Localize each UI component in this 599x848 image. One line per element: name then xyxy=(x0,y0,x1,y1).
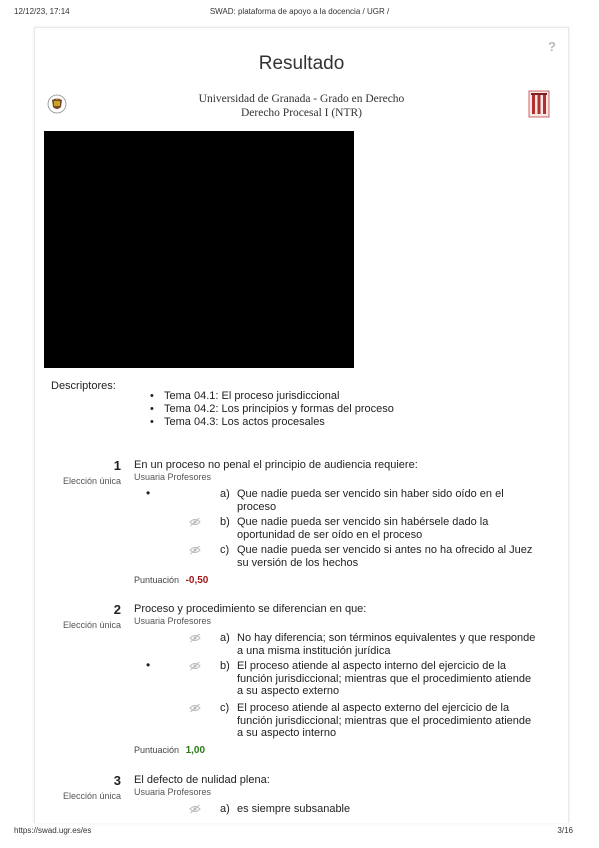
question-type: Elección única xyxy=(62,620,121,630)
eye-slash-icon xyxy=(189,661,201,671)
score-label: Puntuación xyxy=(134,575,180,585)
option-text: es siempre subsanable xyxy=(237,803,351,815)
question-stem: Proceso y procedimiento se diferencian en que: xyxy=(134,603,367,615)
option-letter: b) xyxy=(220,660,230,672)
page-title: Resultado xyxy=(258,53,345,74)
print-url: https://swad.ugr.es/es xyxy=(14,826,92,835)
question-stem: En un proceso no penal el principio de audiencia requiere: xyxy=(134,459,418,471)
question-editor: Usuaria Profesores xyxy=(134,616,212,626)
question-editor: Usuaria Profesores xyxy=(134,787,212,797)
pdf-print-footer xyxy=(0,826,599,842)
option-text: El proceso atiende al aspecto externo del ejercicio de la función jurisdiccional; mientras que el procedimiento atiende a su aspecto interno xyxy=(237,702,532,739)
course-name: Derecho Procesal I (NTR) xyxy=(240,107,363,119)
option-text: Que nadie pueda ser vencido sin habérsele dado la oportunidad de ser oído en el proceso xyxy=(237,516,489,541)
descriptor-item: • Tema 04.2: Los principios y formas del proceso xyxy=(146,403,394,416)
eye-slash-icon xyxy=(189,633,201,643)
score xyxy=(134,575,208,586)
eye-slash-icon xyxy=(189,703,201,713)
eye-slash-icon xyxy=(189,804,201,814)
pdf-print-header xyxy=(0,0,599,22)
descriptors-list xyxy=(146,390,394,429)
eye-slash-icon xyxy=(189,517,201,527)
eye-slash-icon xyxy=(189,545,201,555)
selected-mark: • xyxy=(146,486,151,500)
option-letter: a) xyxy=(220,488,230,500)
faculty-logo-icon xyxy=(528,90,550,118)
print-date: 12/12/23, 17:14 xyxy=(14,7,70,16)
print-page-number: 3/16 xyxy=(557,826,573,835)
question-number: 1 xyxy=(113,458,121,473)
print-title: SWAD: plataforma de apoyo a la docencia / UGR / xyxy=(209,7,390,16)
question-type: Elección única xyxy=(62,791,121,801)
option-letter: c) xyxy=(220,544,230,556)
score xyxy=(134,745,205,756)
score-value: 1,00 xyxy=(185,745,206,756)
institution-header xyxy=(35,92,568,120)
option-text: Que nadie pueda ser vencido sin haber sido oído en el proceso xyxy=(237,488,504,513)
question-type: Elección única xyxy=(62,476,121,486)
selected-mark: • xyxy=(146,658,151,672)
test-image xyxy=(44,131,354,368)
option-letter: a) xyxy=(220,803,230,815)
option-letter: b) xyxy=(220,516,230,528)
score-label: Puntuación xyxy=(134,745,180,755)
option-letter: a) xyxy=(220,632,230,644)
option-letter: c) xyxy=(220,702,230,714)
help-icon[interactable]: ? xyxy=(548,39,556,54)
option-text: El proceso atiende al aspecto interno del ejercicio de la función jurisdiccional; mientras que el procedimiento atiende a su aspecto externo xyxy=(237,660,532,697)
question-number: 3 xyxy=(113,773,121,788)
descriptor-item: • Tema 04.3: Los actos procesales xyxy=(146,416,394,429)
question-editor: Usuaria Profesores xyxy=(134,472,212,482)
result-card xyxy=(34,27,569,823)
score-value: -0,50 xyxy=(185,575,209,586)
option-text: Que nadie pueda ser vencido si antes no ha ofrecido al Juez su versión de los hechos xyxy=(237,544,533,569)
question-stem: El defecto de nulidad plena: xyxy=(134,774,270,786)
descriptor-item: • Tema 04.1: El proceso jurisdiccional xyxy=(146,390,394,403)
descriptors-label: Descriptores: xyxy=(51,380,116,392)
option-text: No hay diferencia; son términos equivalentes y que responde a una misma institución jurídica xyxy=(237,632,536,657)
institution-name: Universidad de Granada - Grado en Derecho xyxy=(198,93,405,105)
question-number: 2 xyxy=(113,602,121,617)
